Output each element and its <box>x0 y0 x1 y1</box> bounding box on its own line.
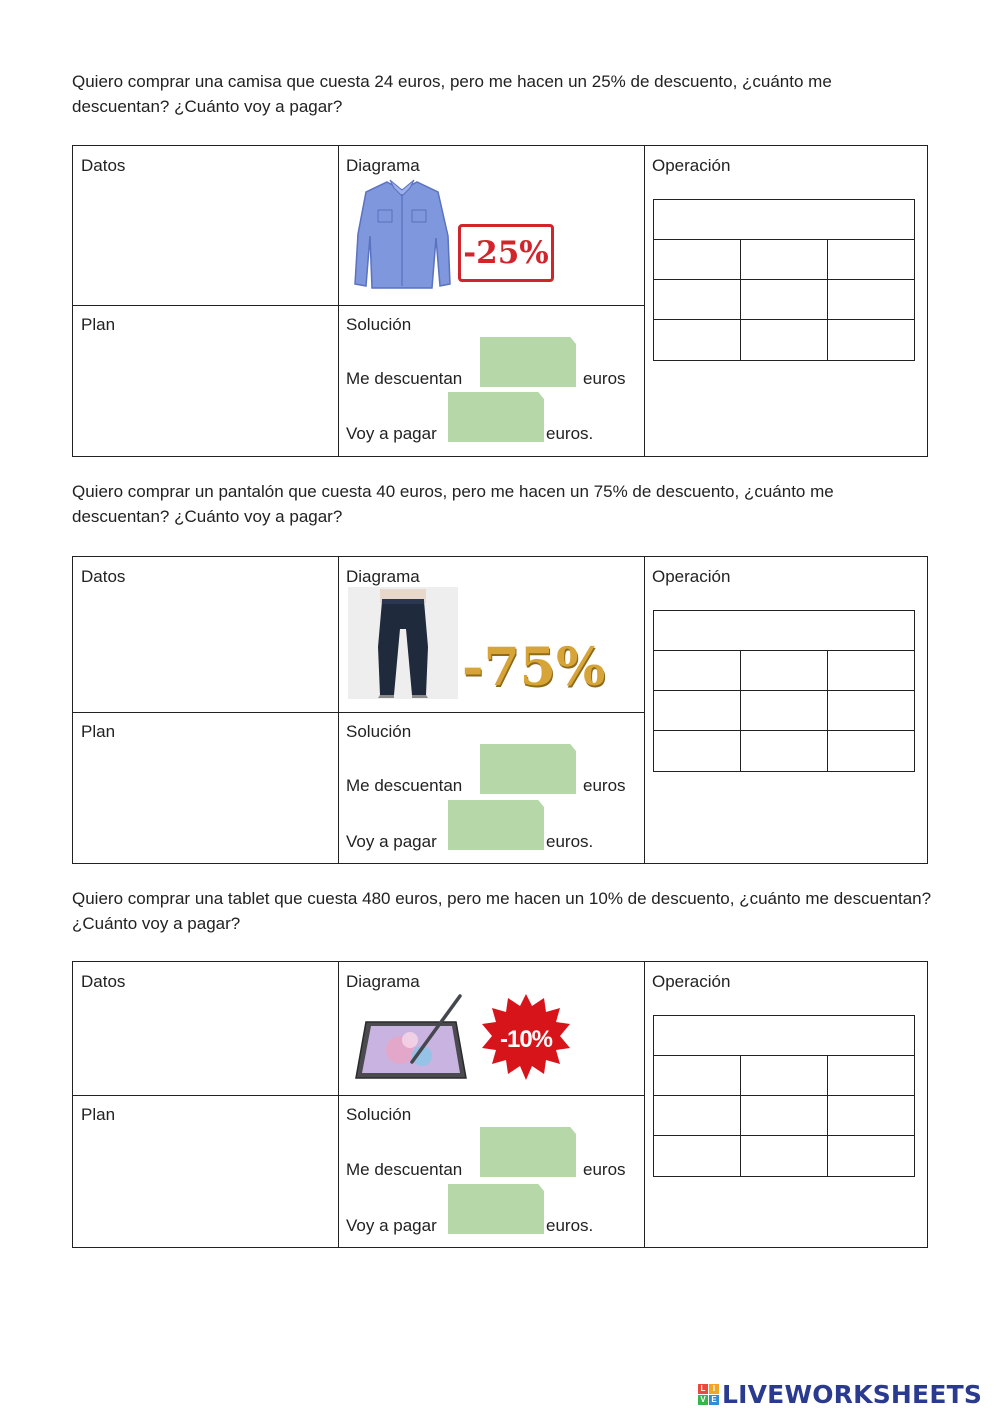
operacion-label: Operación <box>652 567 731 586</box>
datos-label: Datos <box>81 972 126 991</box>
euros-label: euros. <box>546 424 594 443</box>
operation-grid-header[interactable] <box>654 611 914 651</box>
plan-label: Plan <box>81 315 116 334</box>
grid-cell[interactable] <box>741 731 828 771</box>
grid-cell[interactable] <box>828 1056 914 1095</box>
discount-label: -25% <box>463 235 549 271</box>
grid-cell[interactable] <box>741 691 828 730</box>
euros-label: euros <box>583 1160 626 1179</box>
worksheet-table <box>72 556 928 864</box>
operation-grid-header[interactable] <box>654 200 914 240</box>
logo-badge-icon: L I V E <box>698 1384 719 1405</box>
diagrama-cell <box>338 557 644 712</box>
shirt-icon <box>352 176 452 294</box>
plan-cell[interactable] <box>73 305 338 456</box>
grid-cell[interactable] <box>828 1136 914 1176</box>
me-descuentan-label: Me descuentan <box>346 369 463 388</box>
grid-cell[interactable] <box>741 320 828 360</box>
plan-cell[interactable] <box>73 1095 338 1247</box>
worksheet-table <box>72 145 928 457</box>
question-text: Quiero comprar una camisa que cuesta 24 euros, pero me hacen un 25% de descuento, ¿cuánto me descuentan? ¿Cuánto voy a pagar? <box>72 72 832 116</box>
pay-answer-input[interactable] <box>448 392 544 442</box>
me-descuentan-label: Me descuentan <box>346 776 463 795</box>
diagrama-cell <box>338 962 644 1095</box>
euros-label: euros <box>583 369 626 388</box>
diagrama-label: Diagrama <box>346 156 420 175</box>
operation-grid <box>653 199 915 361</box>
worksheet-table <box>72 961 928 1248</box>
solucion-cell <box>338 712 644 863</box>
solucion-label: Solución <box>346 1105 412 1124</box>
datos-label: Datos <box>81 156 126 175</box>
grid-cell[interactable] <box>654 240 741 279</box>
grid-cell[interactable] <box>741 1136 828 1176</box>
solucion-cell <box>338 305 644 456</box>
grid-cell[interactable] <box>741 280 828 319</box>
grid-cell[interactable] <box>828 240 914 279</box>
discount-label: -10% <box>499 1026 553 1053</box>
grid-cell[interactable] <box>741 1096 828 1135</box>
plan-label: Plan <box>81 722 116 741</box>
grid-cell[interactable] <box>654 1136 741 1176</box>
voy-a-pagar-label: Voy a pagar <box>346 832 437 851</box>
discount-answer-input[interactable] <box>480 1127 576 1177</box>
plan-cell[interactable] <box>73 712 338 863</box>
grid-cell[interactable] <box>654 651 741 690</box>
euros-label: euros. <box>546 832 594 851</box>
diagrama-cell <box>338 146 644 305</box>
voy-a-pagar-label: Voy a pagar <box>346 424 437 443</box>
operation-grid <box>653 1015 915 1177</box>
tablet-icon <box>352 994 472 1086</box>
operacion-label: Operación <box>652 972 731 991</box>
solucion-label: Solución <box>346 722 412 741</box>
discount-answer-input[interactable] <box>480 337 576 387</box>
discount-label: -75% <box>462 637 606 698</box>
grid-cell[interactable] <box>654 691 741 730</box>
grid-cell[interactable] <box>654 1096 741 1135</box>
datos-cell[interactable] <box>73 146 338 305</box>
grid-cell[interactable] <box>654 320 741 360</box>
grid-cell[interactable] <box>654 731 741 771</box>
diagrama-label: Diagrama <box>346 972 420 991</box>
voy-a-pagar-label: Voy a pagar <box>346 1216 437 1235</box>
discount-badge <box>458 224 554 282</box>
pants-icon <box>348 587 458 699</box>
datos-cell[interactable] <box>73 557 338 712</box>
grid-cell[interactable] <box>741 651 828 690</box>
operacion-label: Operación <box>652 156 731 175</box>
grid-cell[interactable] <box>741 240 828 279</box>
grid-cell[interactable] <box>828 280 914 319</box>
grid-cell[interactable] <box>828 1096 914 1135</box>
grid-cell[interactable] <box>741 1056 828 1095</box>
grid-cell[interactable] <box>654 280 741 319</box>
grid-cell[interactable] <box>828 731 914 771</box>
grid-cell[interactable] <box>654 1056 741 1095</box>
pay-answer-input[interactable] <box>448 800 544 850</box>
logo-text: LIVEWORKSHEETS <box>722 1379 983 1409</box>
datos-cell[interactable] <box>73 962 338 1095</box>
question-text: Quiero comprar un pantalón que cuesta 40 euros, pero me hacen un 75% de descuento, ¿cuánto me descuentan? ¿Cuánto voy a pagar? <box>72 482 834 526</box>
solucion-label: Solución <box>346 315 412 334</box>
euros-label: euros. <box>546 1216 594 1235</box>
datos-label: Datos <box>81 567 126 586</box>
operation-grid <box>653 610 915 772</box>
grid-cell[interactable] <box>828 320 914 360</box>
grid-cell[interactable] <box>828 651 914 690</box>
operation-grid-header[interactable] <box>654 1016 914 1056</box>
solucion-cell <box>338 1095 644 1247</box>
pay-answer-input[interactable] <box>448 1184 544 1234</box>
grid-cell[interactable] <box>828 691 914 730</box>
me-descuentan-label: Me descuentan <box>346 1160 463 1179</box>
question-text: Quiero comprar una tablet que cuesta 480 euros, pero me hacen un 10% de descuento, ¿cuánto me descuentan? ¿Cuánto voy a pagar? <box>72 889 932 933</box>
euros-label: euros <box>583 776 626 795</box>
diagrama-label: Diagrama <box>346 567 420 586</box>
plan-label: Plan <box>81 1105 116 1124</box>
discount-answer-input[interactable] <box>480 744 576 794</box>
liveworksheets-logo <box>698 1380 982 1408</box>
